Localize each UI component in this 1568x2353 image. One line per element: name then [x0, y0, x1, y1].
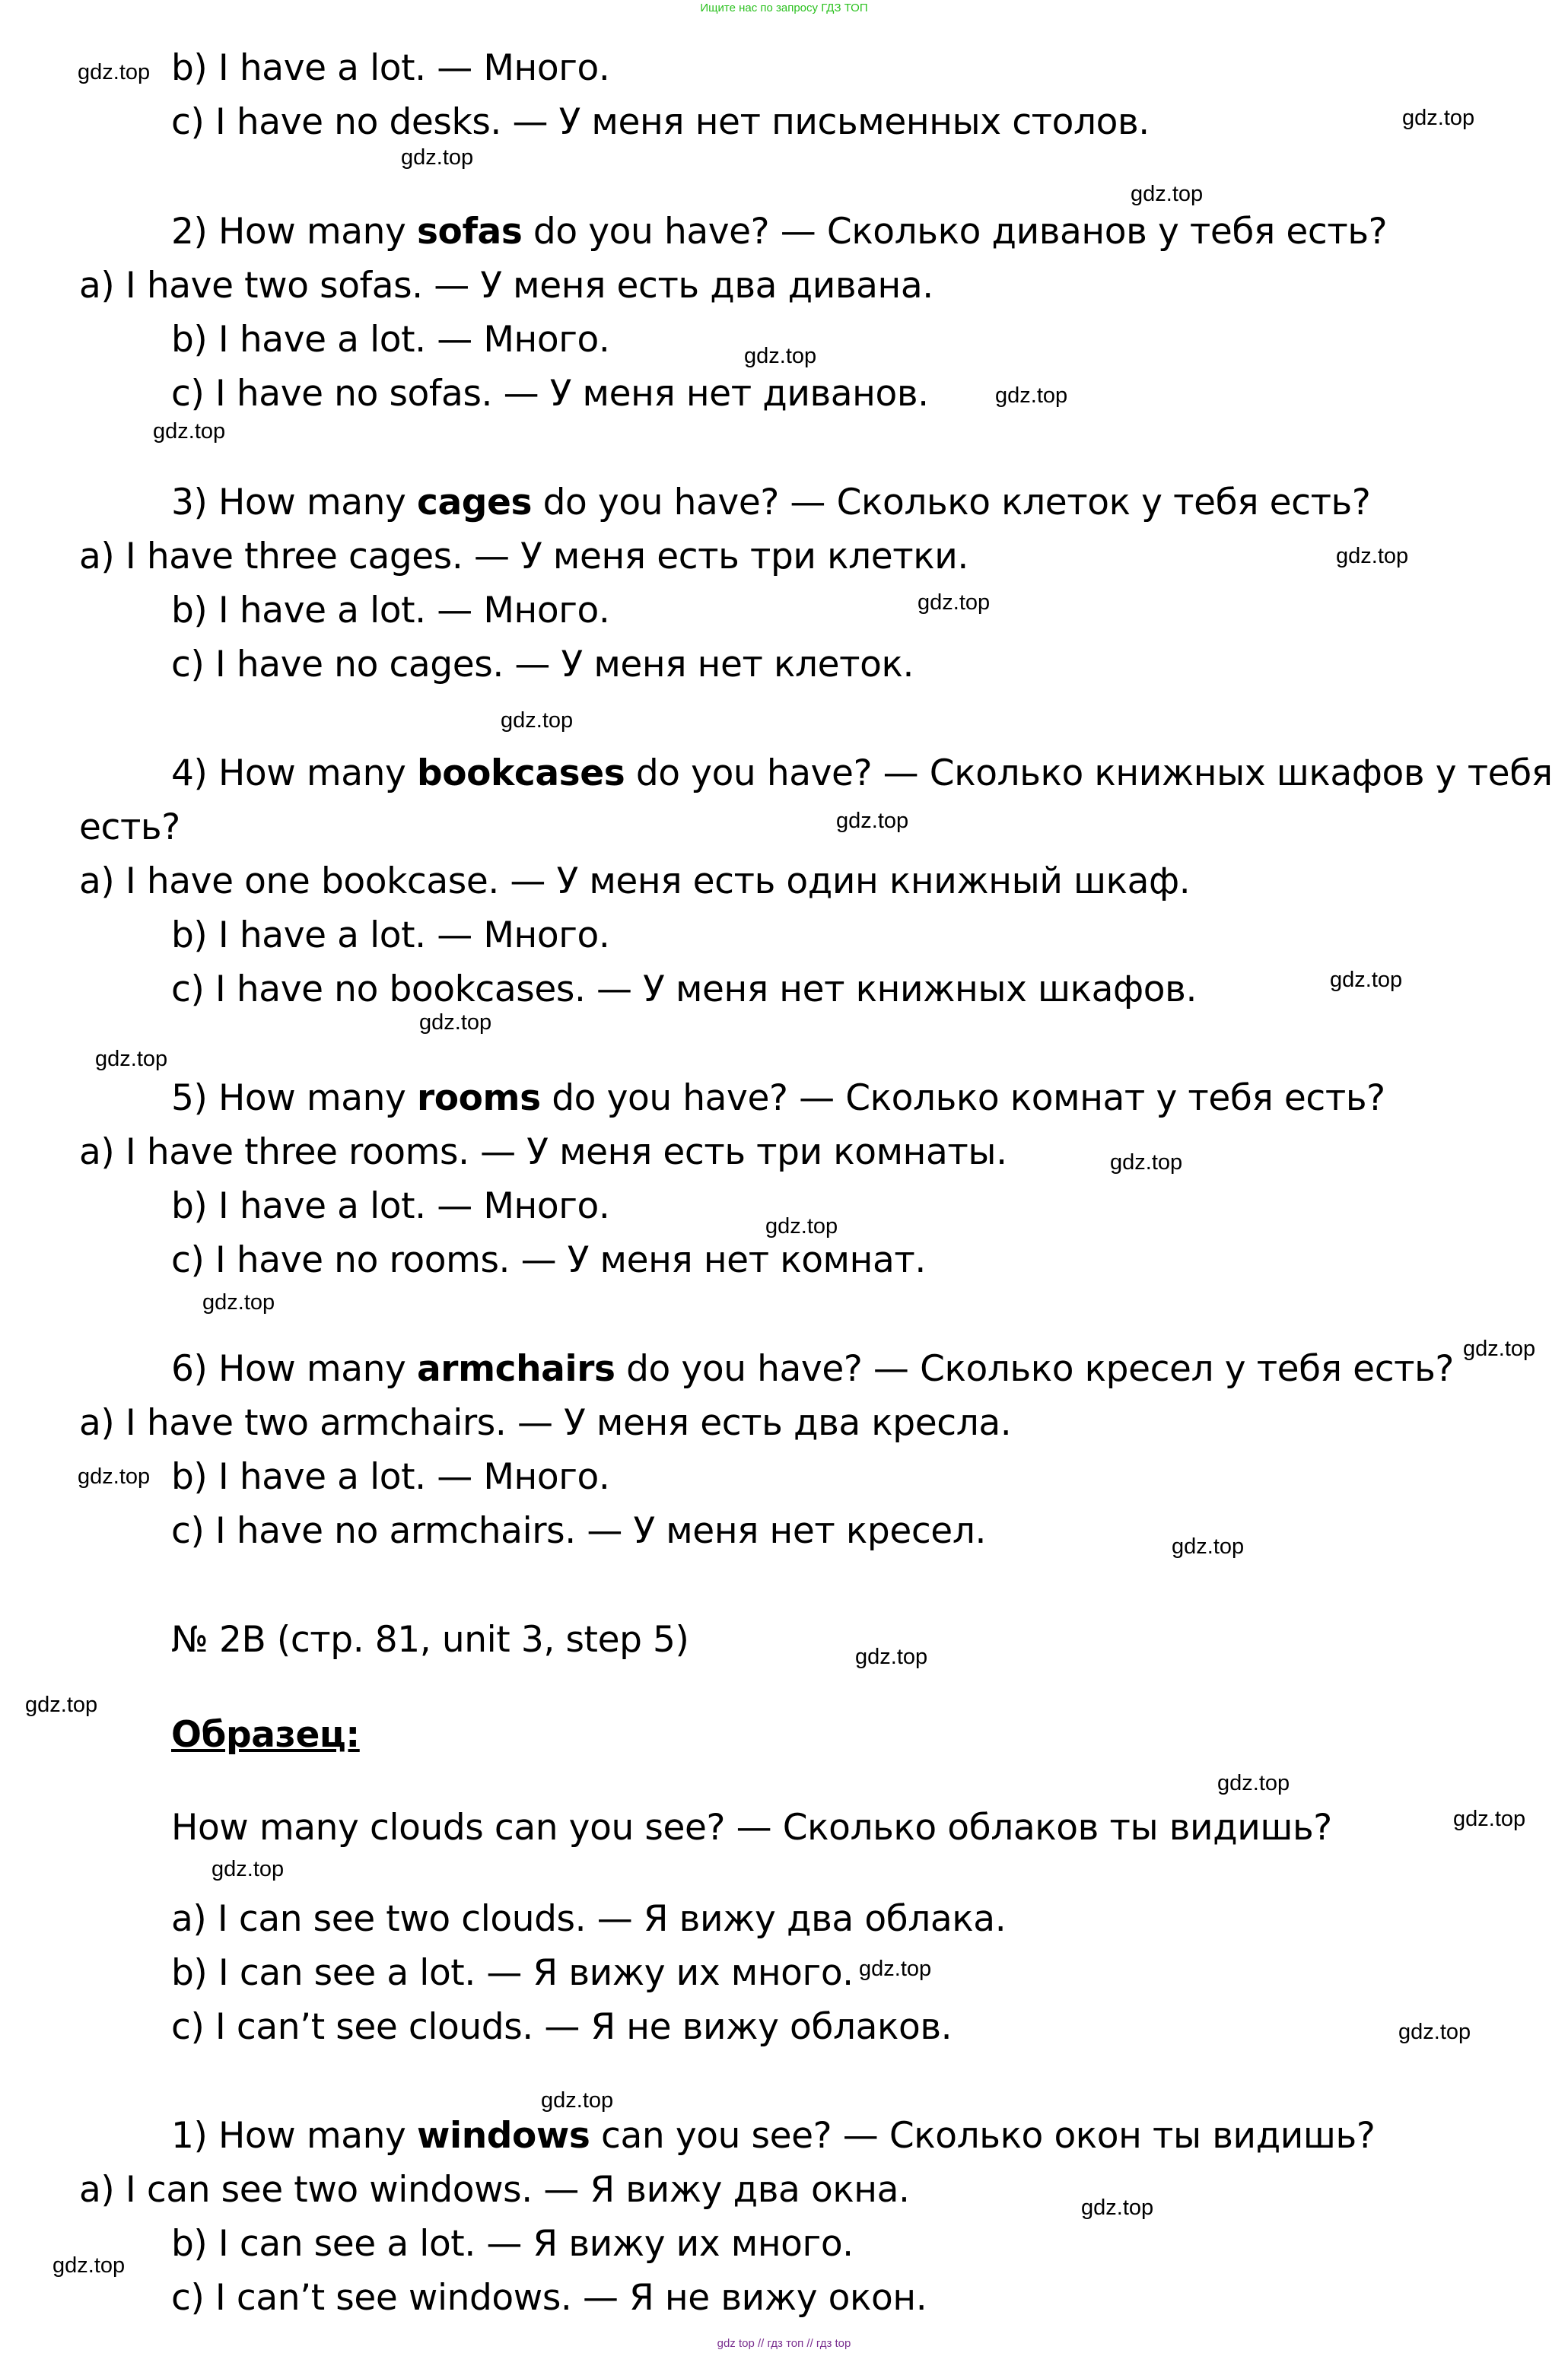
watermark: gdz.top [836, 809, 909, 833]
watermark: gdz.top [401, 145, 474, 170]
answer-windows-b: b) I can see a lot. — Я вижу их много. [171, 2223, 854, 2265]
answer-3c: c) I have no cages. — У меня нет клеток. [171, 644, 914, 685]
keyword-rooms: rooms [416, 1077, 541, 1119]
answer-6b: b) I have a lot. — Много. [171, 1456, 610, 1498]
watermark: gdz.top [541, 2088, 614, 2113]
watermark: gdz.top [918, 590, 991, 615]
question-3: 3) How many cages do you have? — Сколько клеток у тебя есть? [171, 482, 1371, 523]
watermark: gdz.top [202, 1290, 275, 1315]
footer-links: gdz top // гдз топ // гдз top [717, 2337, 851, 2350]
sample-answer-b: b) I can see a lot. — Я вижу их много. [171, 1952, 854, 1994]
watermark: gdz.top [501, 708, 574, 733]
watermark: gdz.top [1172, 1534, 1245, 1559]
question-2: 2) How many sofas do you have? — Сколько диванов у тебя есть? [171, 211, 1388, 253]
answer-4c: c) I have no bookcases. — У меня нет книжных шкафов. [171, 968, 1197, 1010]
answer-windows-c: c) I can’t see windows. — Я не вижу окон. [171, 2277, 927, 2319]
answer-3b: b) I have a lot. — Много. [171, 590, 610, 631]
watermark: gdz.top [95, 1047, 168, 1071]
sample-question: How many clouds can you see? — Сколько облаков ты видишь? [171, 1807, 1332, 1849]
watermark: gdz.top [995, 383, 1068, 408]
answer-windows-a: a) I can see two windows. — Я вижу два окна. [79, 2169, 910, 2211]
keyword-cages: cages [416, 482, 533, 523]
sample-heading: Образец: [171, 1714, 360, 1756]
question-4: 4) How many bookcases do you have? — Сколько книжных шкафов у тебя [171, 752, 1553, 794]
top-banner: Ищите нас по запросу ГДЗ ТОП [700, 2, 868, 14]
watermark: gdz.top [1131, 182, 1204, 206]
question-windows: 1) How many windows can you see? — Сколько окон ты видишь? [171, 2115, 1376, 2157]
question-6: 6) How many armchairs do you have? — Сколько кресел у тебя есть? [171, 1348, 1454, 1390]
keyword-windows: windows [416, 2115, 590, 2157]
watermark: gdz.top [1463, 1337, 1536, 1361]
watermark: gdz.top [1398, 2020, 1471, 2044]
sample-answer-a: a) I can see two clouds. — Я вижу два облака. [171, 1898, 1007, 1940]
answer-2c: c) I have no sofas. — У меня нет диванов. [171, 373, 929, 415]
watermark: gdz.top [78, 1464, 151, 1489]
watermark: gdz.top [1081, 2196, 1154, 2220]
watermark: gdz.top [1217, 1771, 1290, 1795]
watermark: gdz.top [744, 344, 817, 368]
answer-3a: a) I have three cages. — У меня есть три клетки. [79, 536, 968, 577]
watermark: gdz.top [765, 1214, 838, 1239]
answer-6c: c) I have no armchairs. — У меня нет кресел. [171, 1510, 986, 1552]
answer-c-prev: c) I have no desks. — У меня нет письменных столов. [171, 101, 1150, 143]
answer-6a: a) I have two armchairs. — У меня есть два кресла. [79, 1402, 1012, 1444]
answer-2a: a) I have two sofas. — У меня есть два дивана. [79, 265, 933, 307]
answer-4a: a) I have one bookcase. — У меня есть один книжный шкаф. [79, 860, 1191, 902]
watermark: gdz.top [153, 419, 226, 444]
watermark: gdz.top [419, 1010, 492, 1035]
keyword-armchairs: armchairs [416, 1348, 615, 1390]
watermark: gdz.top [212, 1857, 285, 1881]
answer-5b: b) I have a lot. — Много. [171, 1185, 610, 1227]
watermark: gdz.top [52, 2253, 126, 2278]
answer-5c: c) I have no rooms. — У меня нет комнат. [171, 1239, 926, 1281]
answer-4b: b) I have a lot. — Много. [171, 914, 610, 956]
keyword-bookcases: bookcases [416, 752, 625, 794]
watermark: gdz.top [1453, 1807, 1526, 1831]
watermark: gdz.top [1110, 1150, 1183, 1175]
question-5: 5) How many rooms do you have? — Сколько комнат у тебя есть? [171, 1077, 1385, 1119]
answer-b-prev: b) I have a lot. — Много. [171, 47, 610, 89]
question-4-cont: есть? [79, 806, 180, 848]
watermark: gdz.top [1330, 968, 1403, 992]
watermark: gdz.top [1336, 544, 1409, 568]
watermark: gdz.top [25, 1693, 98, 1717]
watermark: gdz.top [855, 1645, 928, 1669]
answer-2b: b) I have a lot. — Много. [171, 319, 610, 361]
sample-answer-c: c) I can’t see clouds. — Я не вижу облаков. [171, 2006, 953, 2048]
watermark: gdz.top [1402, 106, 1475, 130]
watermark: gdz.top [859, 1957, 932, 1981]
task-title: № 2B (стр. 81, unit 3, step 5) [171, 1619, 689, 1661]
answer-5a: a) I have three rooms. — У меня есть три комнаты. [79, 1131, 1007, 1173]
keyword-sofas: sofas [416, 211, 523, 253]
watermark: gdz.top [78, 60, 151, 84]
